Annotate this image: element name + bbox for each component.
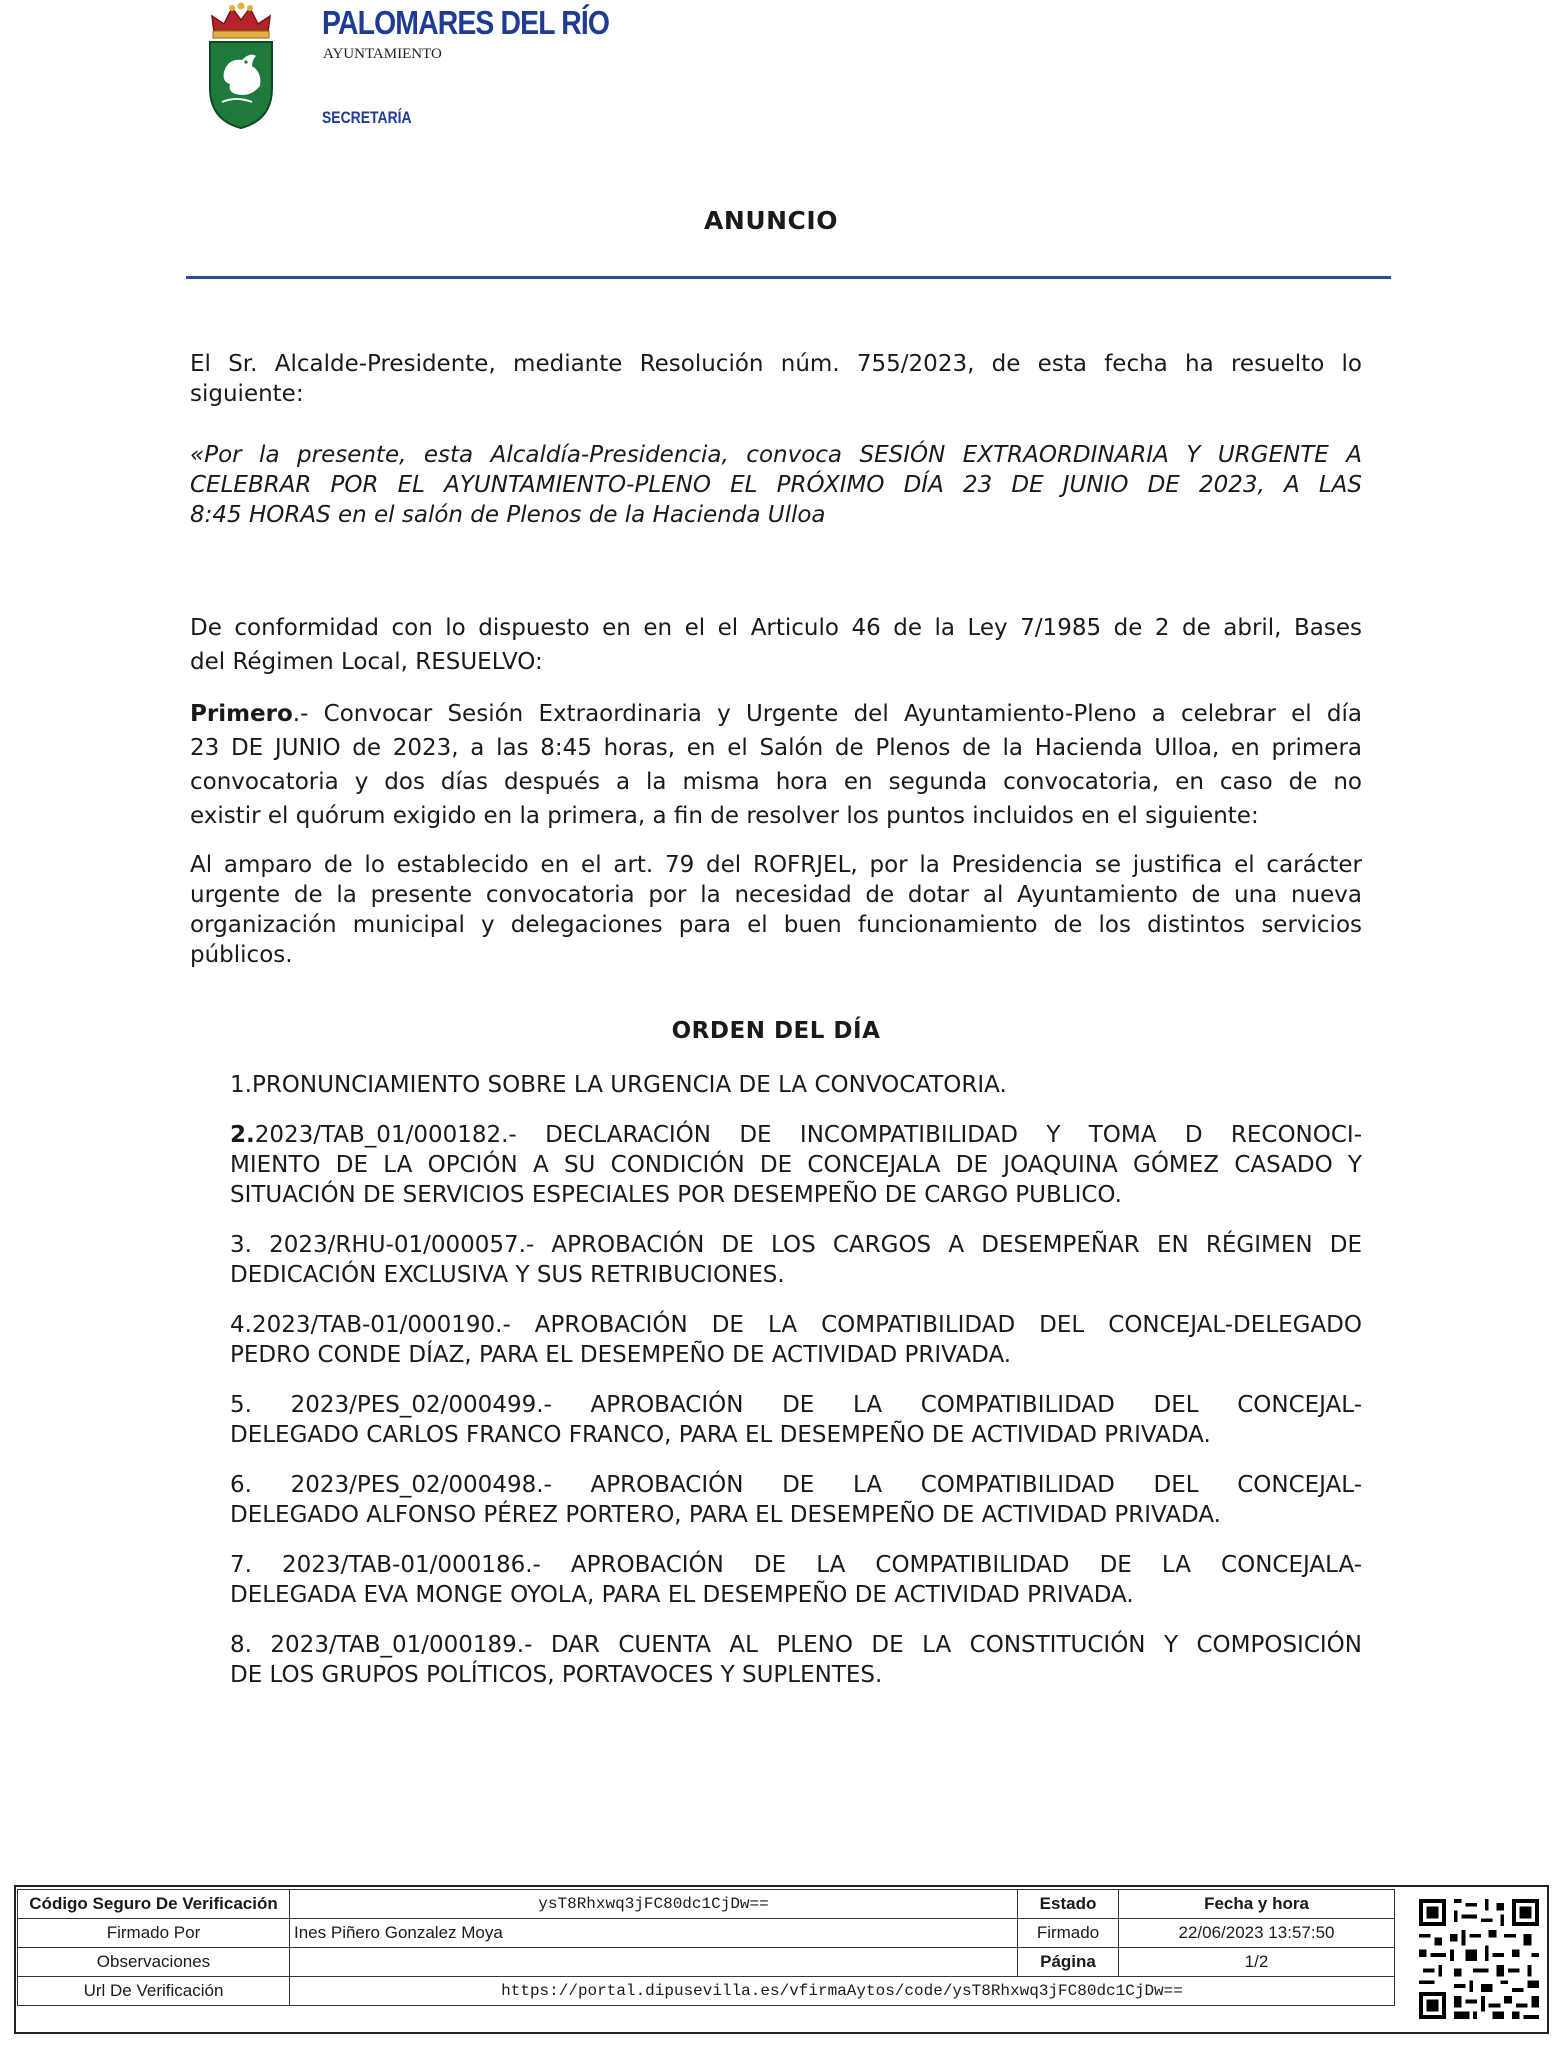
- agenda-item: [230, 1120, 1362, 1210]
- intro-paragraph: [190, 349, 1362, 409]
- quote-line: 8:45 HORAS en el salón de Plenos de la Hacienda Ulloa: [190, 502, 826, 528]
- table-row: [18, 1890, 1395, 1919]
- agenda-item-line: 2023/TAB_01/000182.- DECLARACIÓN DE INCOMPATIBILIDAD Y TOMA D RECONOCI-: [254, 1122, 1362, 1148]
- pagina-value: 1/2: [1119, 1948, 1395, 1977]
- quote-line: CELEBRAR POR EL AYUNTAMIENTO-PLENO EL PRÓXIMO DÍA 23 DE JUNIO DE 2023, A LAS: [190, 472, 1362, 498]
- table-row: [18, 1919, 1395, 1948]
- agenda-item: [230, 1390, 1362, 1450]
- agenda-item-line: SITUACIÓN DE SERVICIOS ESPECIALES POR DESEMPEÑO DE CARGO PUBLICO.: [230, 1182, 1122, 1208]
- estado-label: Estado: [1018, 1890, 1119, 1919]
- observaciones-value: [290, 1948, 1018, 1977]
- agenda-item-line: 2023/PES_02/000498.- APROBACIÓN DE LA COMPATIBILIDAD DEL CONCEJAL-: [251, 1472, 1362, 1498]
- agenda-item-line: PRONUNCIAMIENTO SOBRE LA URGENCIA DE LA CONVOCATORIA.: [251, 1072, 1007, 1098]
- estado-value: Firmado: [1018, 1919, 1119, 1948]
- title-divider: [186, 276, 1391, 279]
- signature-table: [17, 1889, 1395, 2006]
- agenda-item: [230, 1070, 1362, 1100]
- url-label: Url De Verificación: [18, 1977, 290, 2006]
- intro-line: El Sr. Alcalde-Presidente, mediante Resolución núm. 755/2023, de esta fecha ha resuelto lo: [190, 351, 1362, 377]
- resolution-quote: [190, 440, 1362, 530]
- urgency-line: públicos.: [190, 942, 293, 968]
- table-row: [18, 1977, 1395, 2006]
- agenda-item-number: 3.: [230, 1232, 252, 1258]
- observaciones-label: Observaciones: [18, 1948, 290, 1977]
- agenda-item-number: 6.: [230, 1472, 252, 1498]
- agenda-item-number: 1.: [230, 1072, 252, 1098]
- urgency-line: urgente de la presente convocatoria por la necesidad de dotar al Ayuntamiento de una nueva: [190, 882, 1362, 908]
- agenda-item-number: 5.: [230, 1392, 252, 1418]
- first-resolution-paragraph: [190, 697, 1362, 833]
- first-line: .- Convocar Sesión Extraordinaria y Urgente del Ayuntamiento-Pleno a celebrar el día: [292, 701, 1362, 727]
- csv-label: Código Seguro De Verificación: [18, 1890, 290, 1919]
- quote-line: «Por la presente, esta Alcaldía-Presidencia, convoca SESIÓN EXTRAORDINARIA Y URGENTE A: [190, 442, 1362, 468]
- csv-value: ysT8Rhxwq3jFC80dc1CjDw==: [290, 1890, 1018, 1919]
- agenda-item: [230, 1310, 1362, 1370]
- agenda-item-line: MIENTO DE LA OPCIÓN A SU CONDICIÓN DE CONCEJALA DE JOAQUINA GÓMEZ CASADO Y: [230, 1152, 1362, 1178]
- agenda-item-line: 2023/PES_02/000499.- APROBACIÓN DE LA COMPATIBILIDAD DEL CONCEJAL-: [251, 1392, 1362, 1418]
- agenda-item-line: DE LOS GRUPOS POLÍTICOS, PORTAVOCES Y SUPLENTES.: [230, 1662, 883, 1688]
- department-name: SECRETARÍA: [322, 108, 412, 127]
- agenda-item-line: DELEGADO CARLOS FRANCO FRANCO, PARA EL DESEMPEÑO DE ACTIVIDAD PRIVADA.: [230, 1422, 1211, 1448]
- agenda-item-line: 2023/TAB-01/000186.- APROBACIÓN DE LA COMPATIBILIDAD DE LA CONCEJALA-: [251, 1552, 1362, 1578]
- agenda-item: [230, 1230, 1362, 1290]
- agenda-item: [230, 1470, 1362, 1530]
- intro-line: siguiente:: [190, 381, 304, 407]
- firmado-por-label: Firmado Por: [18, 1919, 290, 1948]
- first-line: 23 DE JUNIO de 2023, a las 8:45 horas, en el Salón de Plenos de la Hacienda Ulloa, en primera: [190, 735, 1362, 761]
- agenda-item-line: DELEGADO ALFONSO PÉREZ PORTERO, PARA EL DESEMPEÑO DE ACTIVIDAD PRIVADA.: [230, 1502, 1221, 1528]
- urgency-line: organización municipal y delegaciones para el buen funcionamiento de los distintos servicios: [190, 912, 1362, 938]
- fecha-label: Fecha y hora: [1119, 1890, 1395, 1919]
- first-label: Primero: [190, 701, 293, 727]
- agenda-item-line: 2023/TAB-01/000190.- APROBACIÓN DE LA COMPATIBILIDAD DEL CONCEJAL-DELEGADO: [251, 1312, 1362, 1338]
- agenda-item-number: 8.: [230, 1632, 252, 1658]
- agenda-title: ORDEN DEL DÍA: [671, 1018, 881, 1044]
- agenda-item-number: 2.: [230, 1122, 255, 1148]
- conformity-line: De conformidad con lo dispuesto en en el el Articulo 46 de la Ley 7/1985 de 2 de abril, Bases: [190, 615, 1362, 641]
- org-subtitle: AYUNTAMIENTO: [323, 46, 442, 62]
- agenda-item-number: 7.: [230, 1552, 252, 1578]
- first-line: existir el quórum exigido en la primera, a fin de resolver los puntos incluidos en el siguiente:: [190, 803, 1259, 829]
- fecha-value: 22/06/2023 13:57:50: [1119, 1919, 1395, 1948]
- qr-code-icon[interactable]: [1415, 1894, 1543, 2024]
- agenda-item-line: 2023/TAB_01/000189.- DAR CUENTA AL PLENO DE LA CONSTITUCIÓN Y COMPOSICIÓN: [251, 1632, 1362, 1658]
- document-title: ANUNCIO: [704, 206, 838, 235]
- municipal-crest-icon: [206, 2, 276, 130]
- first-line: convocatoria y dos días después a la misma hora en segunda convocatoria, en caso de no: [190, 769, 1362, 795]
- agenda-item: [230, 1630, 1362, 1690]
- agenda-item-line: 2023/RHU-01/000057.- APROBACIÓN DE LOS CARGOS A DESEMPEÑAR EN RÉGIMEN DE: [251, 1232, 1362, 1258]
- agenda-item: [230, 1550, 1362, 1610]
- verification-url[interactable]: https://portal.dipusevilla.es/vfirmaAytos/code/ysT8Rhxwq3jFC80dc1CjDw==: [290, 1977, 1395, 2006]
- agenda-item-line: PEDRO CONDE DÍAZ, PARA EL DESEMPEÑO DE ACTIVIDAD PRIVADA.: [230, 1342, 1012, 1368]
- firmado-por-value: Ines Piñero Gonzalez Moya: [290, 1919, 1018, 1948]
- urgency-paragraph: [190, 850, 1362, 970]
- urgency-line: Al amparo de lo establecido en el art. 79 del ROFRJEL, por la Presidencia se justifica el carácter: [190, 852, 1362, 878]
- conformity-paragraph: [190, 611, 1362, 679]
- agenda-item-number: 4.: [230, 1312, 252, 1338]
- agenda-item-line: DELEGADA EVA MONGE OYOLA, PARA EL DESEMPEÑO DE ACTIVIDAD PRIVADA.: [230, 1582, 1134, 1608]
- agenda-item-line: DEDICACIÓN EXCLUSIVA Y SUS RETRIBUCIONES.: [230, 1262, 785, 1288]
- conformity-line: del Régimen Local, RESUELVO:: [190, 649, 543, 675]
- table-row: [18, 1948, 1395, 1977]
- pagina-label: Página: [1018, 1948, 1119, 1977]
- org-name: PALOMARES DEL RÍO: [322, 4, 610, 41]
